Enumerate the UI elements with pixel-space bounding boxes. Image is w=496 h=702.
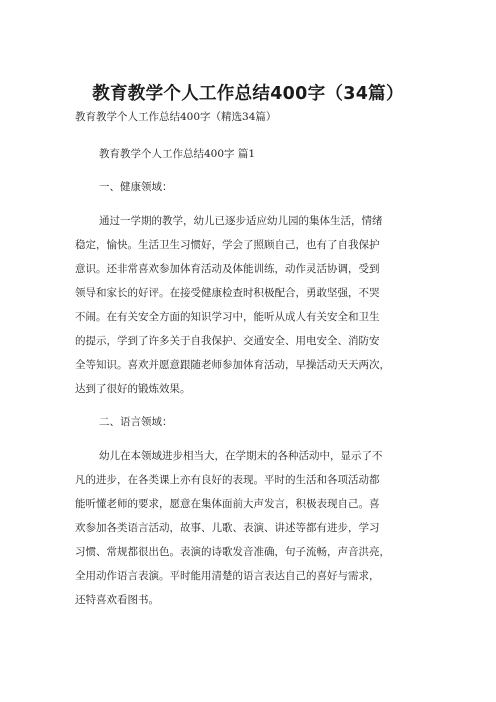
paragraph-line: 领导和家长的好评。在接受健康检查时积极配合，勇敢坚强，不哭 (75, 287, 380, 299)
paragraph-line: 的提示，学到了许多关于自我保护、交通安全、用电安全、消防安 (75, 335, 380, 347)
paragraph-line: 凡的进步，在各类课上亦有良好的表现。平时的生活和各项活动都 (75, 474, 380, 486)
section-heading-language: 二、语言领域： (99, 416, 173, 428)
paragraph-line: 通过一学期的教学，幼儿已逐步适应幼儿园的集体生活，情绪 (99, 215, 383, 227)
paragraph-line: 还特喜欢看图书。 (75, 594, 159, 606)
section-heading-health: 一、健康领域： (99, 181, 173, 193)
paragraph-line: 不闹。在有关安全方面的知识学习中，能听从成人有关安全和卫生 (75, 311, 380, 323)
paragraph-line: 全用动作语言表演。平时能用清楚的语言表达自己的喜好与需求， (75, 570, 380, 582)
paragraph-line: 意识。还非常喜欢参加体育活动及体能训练，动作灵活协调，受到 (75, 263, 380, 275)
document-title: 教育教学个人工作总结400字（34篇） (92, 84, 404, 104)
paragraph-line: 全等知识。喜欢并愿意跟随老师参加体育活动，早操活动天天两次， (75, 359, 390, 371)
paragraph-line: 习惯、常规都很出色。表演的诗歌发音准确，句子流畅，声音洪亮， (75, 546, 390, 558)
paragraph-line: 幼儿在本领域进步相当大，在学期末的各种活动中，显示了不 (99, 450, 383, 462)
paragraph-line: 达到了很好的锻炼效果。 (75, 383, 191, 395)
article-heading: 教育教学个人工作总结400字 篇1 (99, 148, 256, 160)
paragraph-line: 欢参加各类语言活动，故事、儿歌、表演、讲述等都有进步，学习 (75, 522, 380, 534)
document-subtitle: 教育教学个人工作总结400字（精选34篇） (75, 111, 277, 123)
paragraph-line: 能听懂老师的要求，愿意在集体面前大声发言，积极表现自己。喜 (75, 498, 380, 510)
paragraph-line: 稳定，愉快。生活卫生习惯好，学会了照顾自己，也有了自我保护 (75, 239, 380, 251)
